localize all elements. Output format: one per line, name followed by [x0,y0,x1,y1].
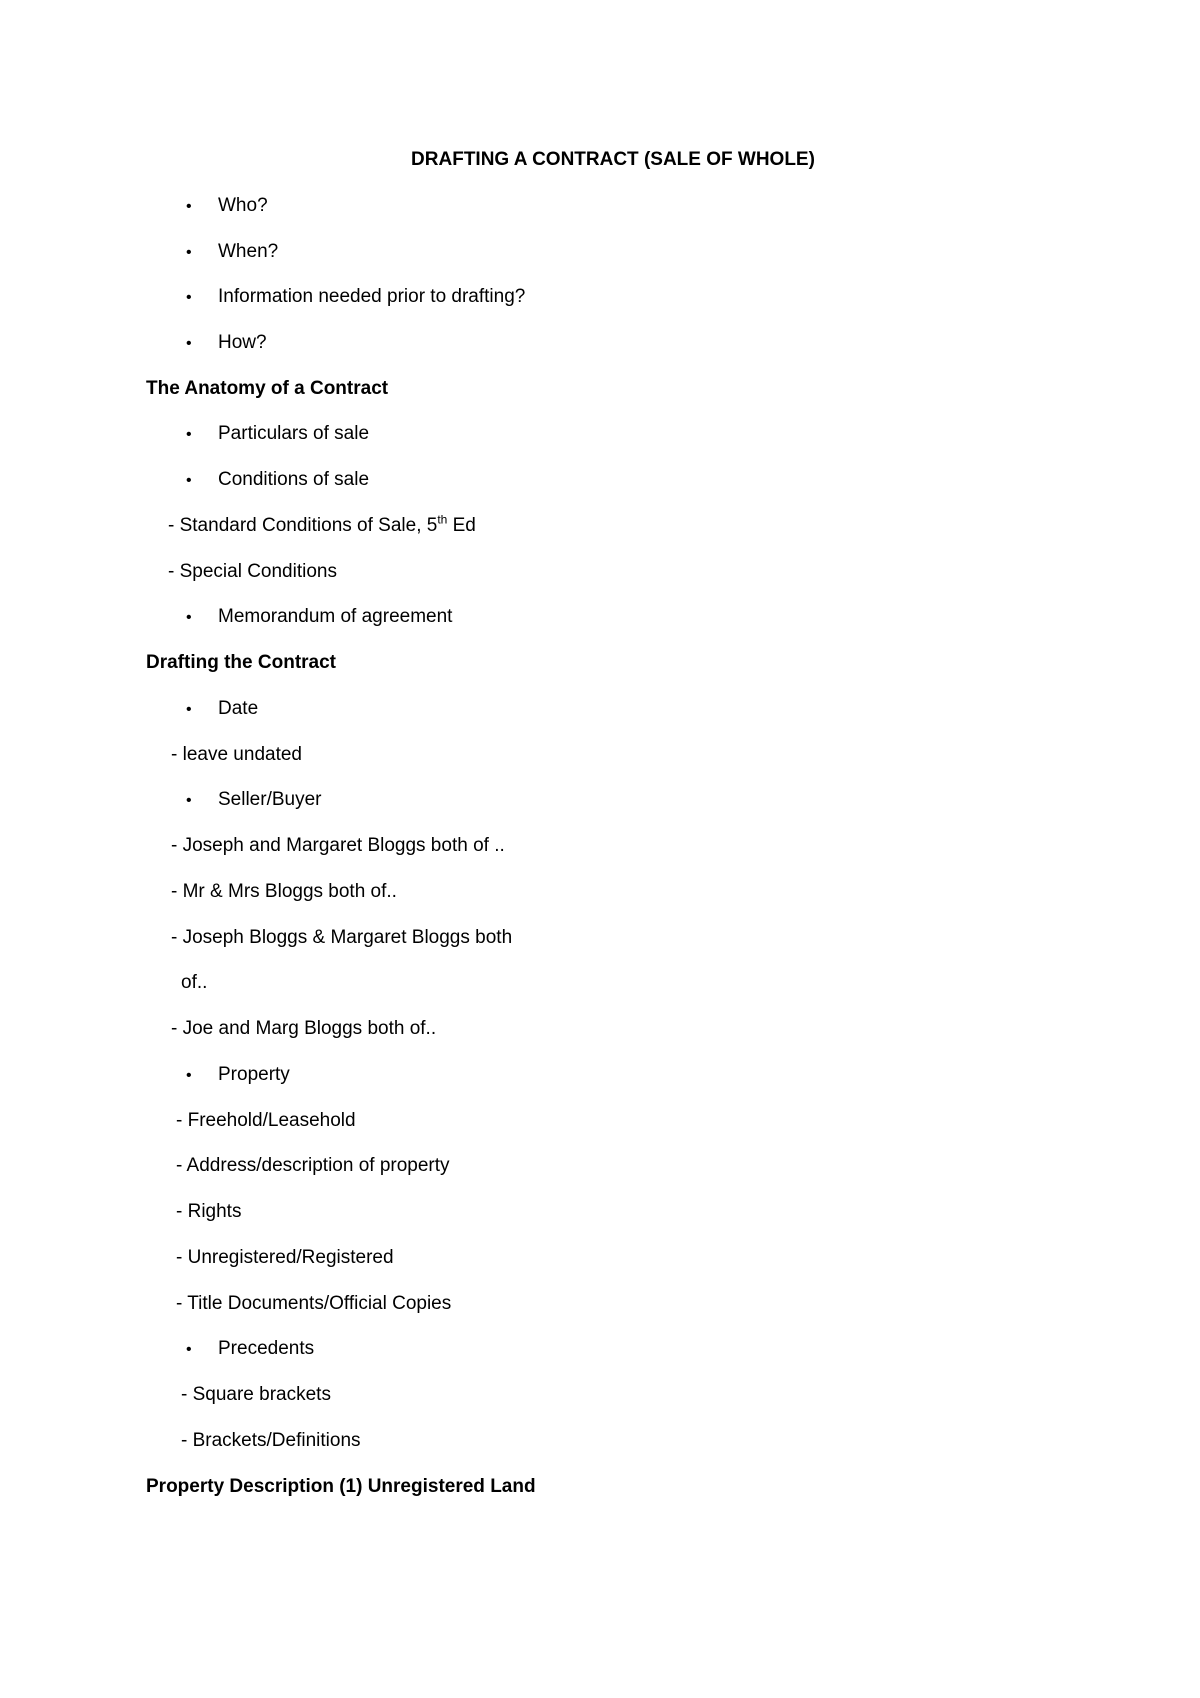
bullet-dot: • [186,426,192,443]
bullet-dot: • [186,472,192,489]
heading-drafting: Drafting the Contract [146,652,336,673]
bullet-text: Precedents [218,1338,315,1359]
bullet-dot: • [186,701,192,718]
bullet-dot: • [186,335,192,352]
bullet-date [186,697,258,722]
dash-text: - Standard Conditions of Sale, 5 [168,515,438,536]
bullet-text: Seller/Buyer [218,789,322,810]
dash-brackets-definitions: - Brackets/Definitions [181,1430,361,1451]
bullet-seller-buyer [186,788,322,813]
superscript: th [437,512,448,527]
bullet-text: How? [218,332,267,353]
bullet-text: When? [218,241,279,262]
bullet-text: Who? [218,195,268,216]
bullet-dot: • [186,792,192,809]
bullet-dot: • [186,1067,192,1084]
dash-special-conditions: - Special Conditions [168,561,337,582]
bullet-text: Date [218,698,259,719]
dash-square-brackets: - Square brackets [181,1384,331,1405]
bullet-dot: • [186,289,192,306]
bullet-dot: • [186,244,192,261]
dash-leave-undated: - leave undated [171,744,302,765]
bullet-text: Particulars of sale [218,423,370,444]
bullet-when [186,240,278,265]
bullet-property [186,1063,290,1088]
dash-name-3-continuation: of.. [181,972,208,993]
bullet-information [186,285,525,310]
bullet-memorandum [186,605,452,630]
dash-unregistered: - Unregistered/Registered [176,1247,394,1268]
bullet-text: Memorandum of agreement [218,606,453,627]
heading-anatomy: The Anatomy of a Contract [146,378,389,399]
bullet-text: Conditions of sale [218,469,370,490]
bullet-conditions [186,468,369,493]
dash-text-suffix: Ed [447,515,476,536]
dash-freehold: - Freehold/Leasehold [176,1110,356,1131]
bullet-precedents [186,1337,314,1362]
bullet-dot: • [186,609,192,626]
dash-rights: - Rights [176,1201,242,1222]
dash-standard-conditions [168,514,476,538]
document-title: DRAFTING A CONTRACT (SALE OF WHOLE) [411,149,815,170]
dash-name-3: - Joseph Bloggs & Margaret Bloggs both [171,927,513,948]
dash-title-documents: - Title Documents/Official Copies [176,1293,452,1314]
bullet-how [186,331,267,356]
bullet-particulars [186,422,369,447]
bullet-text: Property [218,1064,290,1085]
dash-name-1: - Joseph and Margaret Bloggs both of .. [171,835,505,856]
dash-address: - Address/description of property [176,1155,450,1176]
bullet-dot: • [186,198,192,215]
heading-property-description: Property Description (1) Unregistered Land [146,1476,536,1497]
dash-name-2: - Mr & Mrs Bloggs both of.. [171,881,397,902]
bullet-dot: • [186,1341,192,1358]
dash-name-4: - Joe and Marg Bloggs both of.. [171,1018,437,1039]
bullet-text: Information needed prior to drafting? [218,286,526,307]
bullet-who [186,194,268,219]
